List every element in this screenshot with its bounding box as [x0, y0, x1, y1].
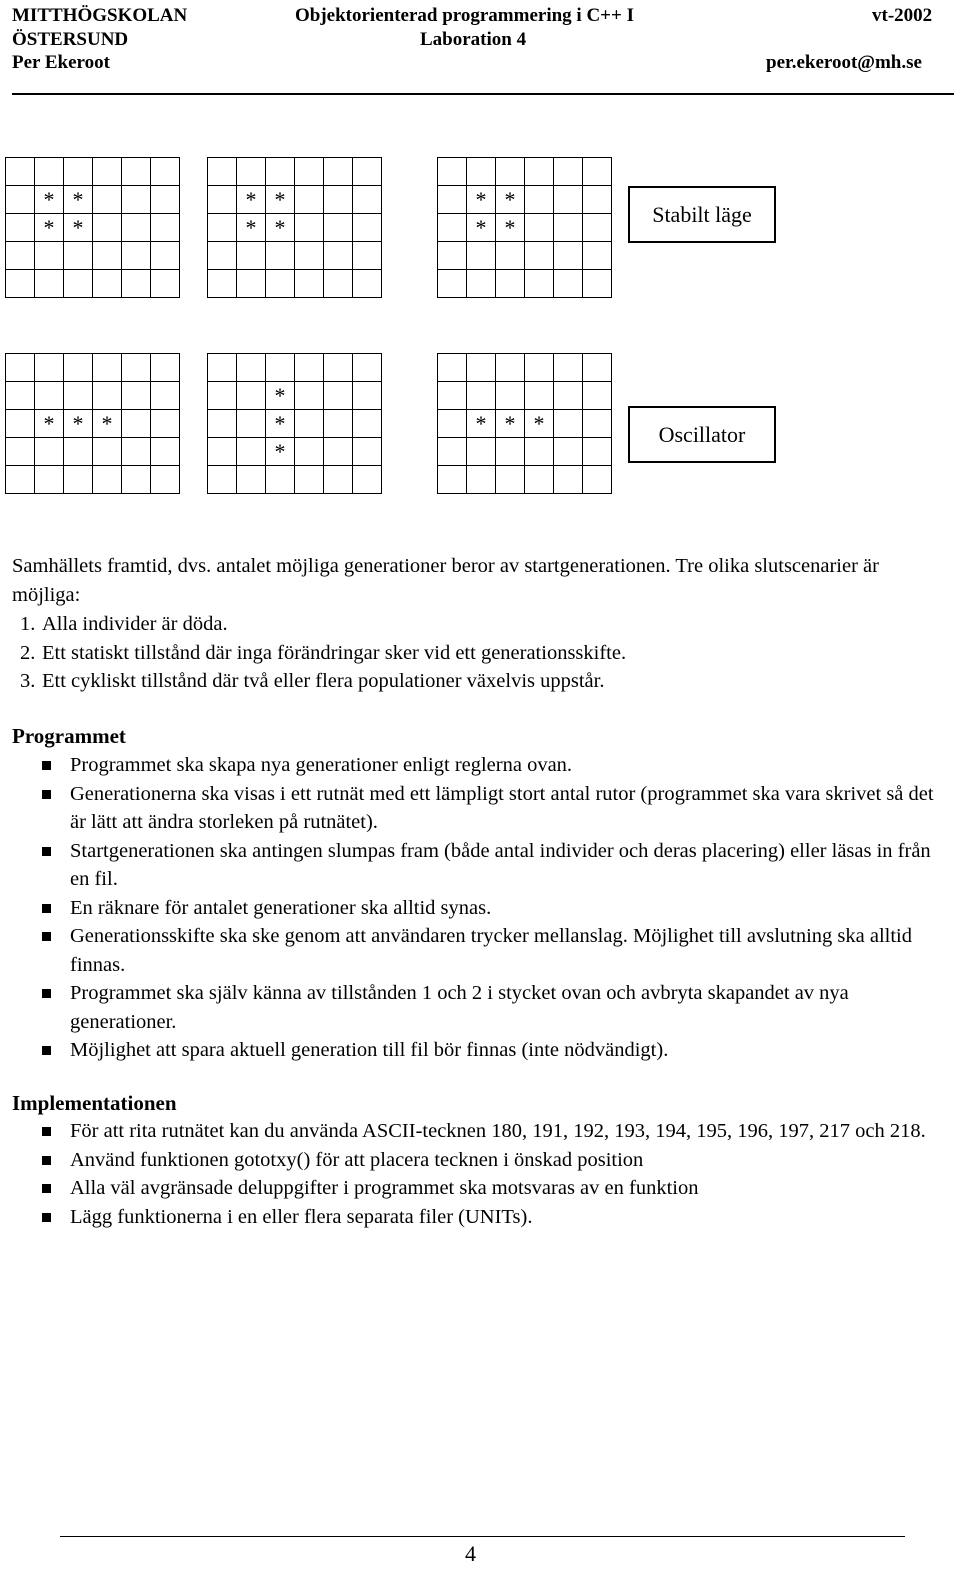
grid-cell	[583, 242, 612, 270]
stable-label-box	[628, 186, 776, 243]
grid-cell	[295, 382, 324, 410]
grid-cell	[266, 354, 295, 382]
grid-cell	[35, 466, 64, 494]
bullet-icon	[42, 1156, 51, 1165]
oscillator-label: Oscillator	[658, 421, 746, 447]
grid-cell: *	[35, 410, 64, 438]
grid-cell	[64, 354, 93, 382]
list-item: Möjlighet att spara aktuell generation till fil bör finnas (inte nödvändigt).	[20, 1036, 940, 1065]
bullet-icon	[42, 847, 51, 856]
grid-cell: *	[496, 186, 525, 214]
grid-cell	[122, 438, 151, 466]
grid-cell	[353, 354, 382, 382]
grid-cell	[151, 438, 180, 466]
grid-cell	[151, 382, 180, 410]
grid-cell	[6, 382, 35, 410]
grid-cell	[295, 158, 324, 186]
grid-cell	[6, 186, 35, 214]
grid-cell	[35, 270, 64, 298]
grid-cell	[122, 214, 151, 242]
grid-cell	[64, 382, 93, 410]
grid-cell	[208, 382, 237, 410]
grid-cell: *	[35, 186, 64, 214]
grid-cell	[208, 270, 237, 298]
grid-cell	[554, 270, 583, 298]
grid-cell	[35, 382, 64, 410]
list-item: Generationsskifte ska ske genom att användaren trycker mellanslag. Möjlighet till avslutning ska alltid finnas.	[20, 922, 940, 979]
header-school-line1: MITTHÖGSKOLAN	[12, 5, 188, 26]
grid-cell	[266, 158, 295, 186]
grid-cell	[438, 410, 467, 438]
grid-cell	[324, 242, 353, 270]
grid-cell: *	[237, 214, 266, 242]
list-item: 2. Ett statiskt tillstånd där inga förändringar sker vid ett generationsskifte.	[20, 641, 627, 664]
grid-cell	[496, 242, 525, 270]
grid-cell	[525, 382, 554, 410]
grid-cell	[324, 270, 353, 298]
bullet-icon	[42, 904, 51, 913]
grid-cell	[93, 270, 122, 298]
grid-cell	[64, 466, 93, 494]
grid-cell	[266, 242, 295, 270]
bullet-icon	[42, 790, 51, 799]
grid-cell	[353, 242, 382, 270]
grid-cell	[35, 438, 64, 466]
grid-cell	[438, 466, 467, 494]
grid-cell	[64, 270, 93, 298]
grid-cell	[525, 242, 554, 270]
grid-cell	[151, 214, 180, 242]
grid-cell	[122, 242, 151, 270]
footer-rule	[60, 1536, 905, 1537]
grid-cell	[122, 270, 151, 298]
grid-cell	[583, 438, 612, 466]
cell-grid	[5, 353, 180, 494]
bullet-icon	[42, 1213, 51, 1222]
grid-cell	[295, 438, 324, 466]
list-item: Lägg funktionerna i en eller flera separata filer (UNITs).	[20, 1203, 940, 1232]
grid-cell	[496, 382, 525, 410]
grid-cell	[208, 242, 237, 270]
grid-cell	[324, 186, 353, 214]
grid-cell	[554, 466, 583, 494]
grid-cell	[324, 354, 353, 382]
bullet-icon	[42, 1046, 51, 1055]
grid-cell	[208, 186, 237, 214]
grid-cell	[554, 438, 583, 466]
grid-cell	[295, 242, 324, 270]
grid-cell	[6, 354, 35, 382]
grid-cell: *	[64, 214, 93, 242]
grid-cell	[554, 410, 583, 438]
grid-cell	[467, 158, 496, 186]
grid-cell	[324, 438, 353, 466]
grid-cell	[554, 382, 583, 410]
programmet-list	[20, 751, 940, 1065]
grid-cell	[438, 158, 467, 186]
grid-cell: *	[237, 186, 266, 214]
grid-cell	[237, 354, 266, 382]
grid-cell	[122, 186, 151, 214]
grid-cell	[266, 270, 295, 298]
grid-cell	[438, 186, 467, 214]
grid-cell	[496, 354, 525, 382]
grid-cell	[324, 466, 353, 494]
cell-grid	[207, 157, 382, 298]
list-item: Programmet ska själv känna av tillstånden 1 och 2 i stycket ovan och avbryta skapandet av nya generationer.	[20, 979, 940, 1036]
grid-cell	[122, 382, 151, 410]
grid-cell	[6, 466, 35, 494]
grid-cell	[208, 214, 237, 242]
grid-cell	[525, 270, 554, 298]
cell-grid	[5, 157, 180, 298]
cell-grid	[207, 353, 382, 494]
grid-cell	[295, 186, 324, 214]
grid-cell	[525, 438, 554, 466]
list-item: Använd funktionen gototxy() för att placera tecknen i önskad position	[20, 1146, 940, 1175]
implementationen-list	[20, 1117, 940, 1231]
grid-cell	[35, 242, 64, 270]
grid-cell	[151, 158, 180, 186]
page-number: 4	[465, 1541, 476, 1566]
grid-cell	[467, 382, 496, 410]
grid-cell	[6, 410, 35, 438]
grid-cell: *	[266, 438, 295, 466]
grid-cell	[525, 158, 554, 186]
header-course: Objektorienterad programmering i C++ I	[295, 5, 634, 26]
grid-cell: *	[64, 410, 93, 438]
grid-cell	[324, 214, 353, 242]
grid-cell	[583, 382, 612, 410]
grid-cell	[237, 270, 266, 298]
grid-cell	[93, 438, 122, 466]
list-item: 3. Ett cykliskt tillstånd där två eller flera populationer växelvis uppstår.	[20, 670, 605, 692]
grid-cell: *	[35, 214, 64, 242]
grid-cell	[583, 410, 612, 438]
grid-cell	[295, 214, 324, 242]
list-item: Alla väl avgränsade deluppgifter i programmet ska motsvaras av en funktion	[20, 1174, 940, 1203]
grid-cell	[467, 438, 496, 466]
grid-cell	[554, 186, 583, 214]
grid-cell	[208, 158, 237, 186]
grid-cell	[583, 158, 612, 186]
grid-cell: *	[496, 214, 525, 242]
grid-cell	[438, 270, 467, 298]
grid-cell	[324, 410, 353, 438]
grid-cell	[324, 158, 353, 186]
list-item: Programmet ska skapa nya generationer enligt reglerna ovan.	[20, 751, 940, 780]
list-item: För att rita rutnätet kan du använda ASCII-tecknen 180, 191, 192, 193, 194, 195, 196, 197, 217 och 218.	[20, 1117, 940, 1146]
grid-cell	[237, 438, 266, 466]
grid-cell	[237, 242, 266, 270]
grid-cell	[438, 242, 467, 270]
grid-cell	[295, 466, 324, 494]
grid-cell	[237, 466, 266, 494]
grid-cell	[93, 158, 122, 186]
bullet-icon	[42, 1184, 51, 1193]
cell-grid	[437, 157, 612, 298]
grid-cell	[583, 214, 612, 242]
grid-cell	[151, 270, 180, 298]
grid-cell	[93, 214, 122, 242]
grid-cell	[6, 242, 35, 270]
grid-cell: *	[64, 186, 93, 214]
grid-cell	[295, 270, 324, 298]
grid-cell: *	[467, 214, 496, 242]
scenario-list	[20, 610, 626, 696]
grid-cell: *	[266, 410, 295, 438]
intro-paragraph: Samhällets framtid, dvs. antalet möjliga generationer beror av startgenerationen. Tre olika slutscenarier är möjliga:	[12, 555, 879, 606]
grid-cell: *	[93, 410, 122, 438]
header-email: per.ekeroot@mh.se	[766, 52, 922, 73]
grid-cell	[353, 410, 382, 438]
grid-cell	[438, 438, 467, 466]
header-lab: Laboration 4	[420, 29, 527, 50]
grid-cell	[93, 354, 122, 382]
grid-cell	[353, 186, 382, 214]
grid-cell	[64, 438, 93, 466]
grid-cell	[467, 354, 496, 382]
stable-label: Stabilt läge	[652, 201, 752, 227]
grid-cell	[583, 186, 612, 214]
grid-cell	[438, 354, 467, 382]
grid-cell	[237, 158, 266, 186]
grid-cell	[496, 438, 525, 466]
grid-cell	[122, 354, 151, 382]
grid-cell	[583, 354, 612, 382]
grid-cell	[208, 410, 237, 438]
grid-cell	[64, 242, 93, 270]
grid-cell	[6, 158, 35, 186]
grid-cell	[151, 186, 180, 214]
bullet-icon	[42, 989, 51, 998]
grid-cell	[353, 466, 382, 494]
oscillator-label-box	[628, 406, 776, 463]
grid-cell	[208, 438, 237, 466]
grid-cell	[525, 214, 554, 242]
grid-cell	[353, 382, 382, 410]
grid-cell	[122, 466, 151, 494]
grid-cell	[35, 158, 64, 186]
grid-cell: *	[266, 382, 295, 410]
grid-cell	[554, 354, 583, 382]
list-item: 1. Alla individer är döda.	[20, 613, 228, 635]
grid-cell	[554, 158, 583, 186]
grid-cell: *	[496, 410, 525, 438]
grid-cell	[353, 438, 382, 466]
grid-cell	[93, 466, 122, 494]
grid-cell	[496, 270, 525, 298]
grid-cell	[353, 214, 382, 242]
grid-cell	[525, 466, 554, 494]
grid-cell	[151, 410, 180, 438]
grid-cell	[583, 270, 612, 298]
header-school-line2: ÖSTERSUND	[12, 29, 129, 50]
grid-cell: *	[266, 214, 295, 242]
grid-cell	[353, 270, 382, 298]
grid-cell	[151, 242, 180, 270]
grid-cell	[237, 410, 266, 438]
section-heading-programmet: Programmet	[12, 724, 126, 748]
bullet-icon	[42, 1127, 51, 1136]
grid-cell	[122, 158, 151, 186]
grid-cell	[324, 382, 353, 410]
grid-cell	[6, 270, 35, 298]
cell-grid	[437, 353, 612, 494]
grid-cell	[438, 382, 467, 410]
grid-cell	[496, 158, 525, 186]
grid-cell	[93, 242, 122, 270]
grid-cell	[93, 382, 122, 410]
grid-cell: *	[525, 410, 554, 438]
list-item: En räknare för antalet generationer ska alltid synas.	[20, 894, 940, 923]
grid-cell	[237, 382, 266, 410]
header-author: Per Ekeroot	[12, 52, 110, 73]
grid-cell	[122, 410, 151, 438]
list-item: Startgenerationen ska antingen slumpas fram (både antal individer och deras placering) eller läsas in från en fil.	[20, 837, 940, 894]
grid-cell	[554, 242, 583, 270]
grid-cell	[208, 466, 237, 494]
grid-cell	[496, 466, 525, 494]
list-item: Generationerna ska visas i ett rutnät med ett lämpligt stort antal rutor (programmet ska vara skrivet så det är lätt att ändra storleken på rutnätet).	[20, 780, 940, 837]
grid-cell	[6, 214, 35, 242]
bullet-icon	[42, 761, 51, 770]
section-heading-implementationen: Implementationen	[12, 1091, 177, 1115]
grid-cell	[6, 438, 35, 466]
grid-cell	[295, 410, 324, 438]
grid-cell: *	[266, 186, 295, 214]
header-term: vt-2002	[872, 5, 933, 26]
bullet-icon	[42, 932, 51, 941]
grid-cell	[525, 354, 554, 382]
grid-cell	[467, 466, 496, 494]
grid-cell	[467, 242, 496, 270]
grid-cell	[93, 186, 122, 214]
grid-cell: *	[467, 186, 496, 214]
grid-cell	[353, 158, 382, 186]
grid-cell	[64, 158, 93, 186]
grid-cell	[583, 466, 612, 494]
grid-cell	[554, 214, 583, 242]
grid-cell	[208, 354, 237, 382]
grid-cell	[151, 354, 180, 382]
grid-cell	[266, 466, 295, 494]
grid-cell	[295, 354, 324, 382]
grid-cell	[438, 214, 467, 242]
grid-cell	[151, 466, 180, 494]
grid-cell	[35, 354, 64, 382]
grid-cell	[525, 186, 554, 214]
grid-cell	[467, 270, 496, 298]
header-rule	[12, 93, 954, 95]
grid-cell: *	[467, 410, 496, 438]
